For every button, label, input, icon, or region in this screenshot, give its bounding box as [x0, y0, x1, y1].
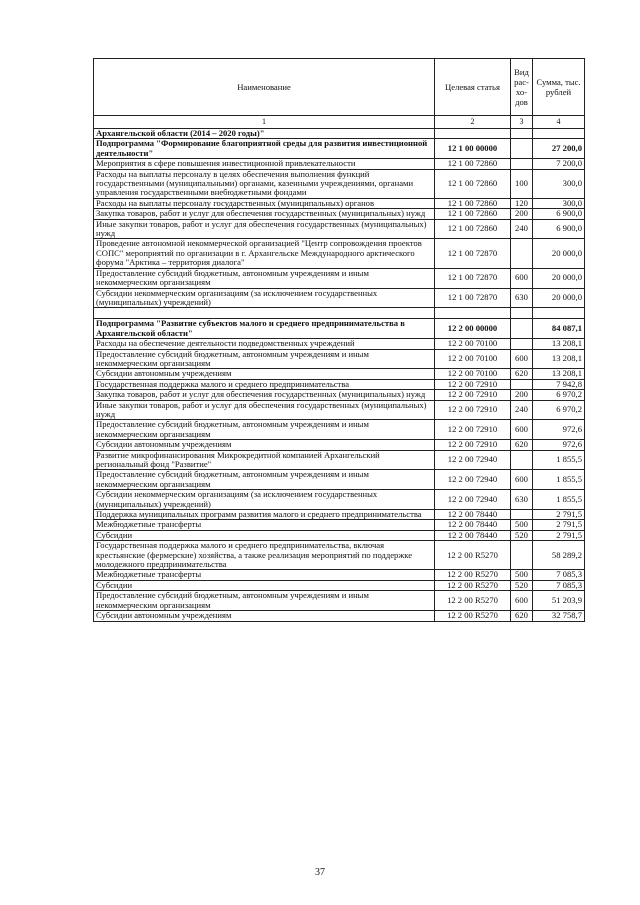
row-name: Подпрограмма "Развитие субъектов малого и среднего предпринимательства в Архангельской области" — [94, 319, 435, 339]
row-name: Субсидии — [94, 580, 435, 590]
row-amount: 6 970,2 — [533, 400, 585, 420]
row-expense-type: 240 — [511, 400, 533, 420]
table-row — [94, 520, 585, 530]
table-row — [94, 541, 585, 570]
table-row — [94, 288, 585, 308]
row-target-code: 12 2 00 R5270 — [435, 580, 511, 590]
row-target-code: 12 1 00 72870 — [435, 239, 511, 268]
row-amount: 6 970,2 — [533, 390, 585, 400]
header-type: Вид рас-хо-дов — [511, 59, 533, 116]
row-amount: 972,6 — [533, 420, 585, 440]
row-target-code: 12 2 00 78440 — [435, 510, 511, 520]
budget-table — [93, 58, 585, 622]
row-name: Закупка товаров, работ и услуг для обеспечения государственных (муниципальных) нужд — [94, 390, 435, 400]
row-name: Иные закупки товаров, работ и услуг для обеспечения государственных (муниципальных) нужд — [94, 400, 435, 420]
row-target-code: 12 1 00 72860 — [435, 209, 511, 219]
table-row — [94, 239, 585, 268]
row-expense-type: 600 — [511, 349, 533, 369]
row-target-code: 12 2 00 78440 — [435, 530, 511, 540]
table-row — [94, 510, 585, 520]
row-name — [94, 308, 435, 319]
row-name: Субсидии некоммерческим организациям (за исключением государственных (муниципальных) учреждений) — [94, 490, 435, 510]
row-expense-type: 500 — [511, 570, 533, 580]
row-name: Архангельской области (2014 – 2020 годы)" — [94, 129, 435, 139]
row-amount: 32 758,7 — [533, 611, 585, 621]
row-target-code: 12 2 00 72940 — [435, 450, 511, 470]
row-target-code: 12 1 00 00000 — [435, 139, 511, 159]
row-name: Межбюджетные трансферты — [94, 520, 435, 530]
row-expense-type: 120 — [511, 198, 533, 208]
header-code: Целевая статья — [435, 59, 511, 116]
row-name: Проведение автономной некоммерческой организацией "Центр сопровождения проектов СОПС" мероприятий по организации в г. Архангельске Международного арктического форума "Арктика – территория диалога" — [94, 239, 435, 268]
row-amount: 1 855,5 — [533, 450, 585, 470]
row-name: Мероприятия в сфере повышения инвестиционной привлекательности — [94, 159, 435, 169]
row-target-code: 12 1 00 72860 — [435, 159, 511, 169]
row-name: Государственная поддержка малого и среднего предпринимательства, включая крестьянские (фермерские) хозяйства, а также реализация мероприятий по поддержке молодежного предпринимательства — [94, 541, 435, 570]
table-row — [94, 440, 585, 450]
row-target-code: 12 2 00 R5270 — [435, 570, 511, 580]
row-expense-type: 520 — [511, 530, 533, 540]
row-name: Подпрограмма "Формирование благоприятной среды для развития инвестиционной деятельности" — [94, 139, 435, 159]
row-name: Поддержка муниципальных программ развития малого и среднего предпринимательства — [94, 510, 435, 520]
row-target-code: 12 1 00 72860 — [435, 219, 511, 239]
table-row — [94, 308, 585, 319]
row-expense-type: 620 — [511, 369, 533, 379]
row-target-code: 12 1 00 72870 — [435, 288, 511, 308]
row-target-code: 12 2 00 72940 — [435, 490, 511, 510]
row-name: Предоставление субсидий бюджетным, автономным учреждениям и иным некоммерческим организациям — [94, 268, 435, 288]
column-number: 3 — [511, 116, 533, 129]
row-expense-type — [511, 339, 533, 349]
row-target-code: 12 2 00 00000 — [435, 319, 511, 339]
row-name: Предоставление субсидий бюджетным, автономным учреждениям и иным некоммерческим организациям — [94, 470, 435, 490]
row-target-code: 12 2 00 R5270 — [435, 591, 511, 611]
row-expense-type: 630 — [511, 288, 533, 308]
row-target-code: 12 2 00 78440 — [435, 520, 511, 530]
column-number: 4 — [533, 116, 585, 129]
table-row — [94, 591, 585, 611]
row-target-code: 12 2 00 R5270 — [435, 541, 511, 570]
table-row — [94, 139, 585, 159]
row-target-code: 12 2 00 72910 — [435, 420, 511, 440]
column-number-row — [94, 116, 585, 129]
row-name: Развитие микрофинансирования Микрокредитной компанией Архангельский региональный фонд "Развитие" — [94, 450, 435, 470]
table-body — [94, 129, 585, 622]
row-name: Субсидии некоммерческим организациям (за исключением государственных (муниципальных) учреждений) — [94, 288, 435, 308]
row-expense-type — [511, 239, 533, 268]
row-name: Закупка товаров, работ и услуг для обеспечения государственных (муниципальных) нужд — [94, 209, 435, 219]
row-expense-type: 500 — [511, 520, 533, 530]
row-name: Субсидии автономным учреждениям — [94, 440, 435, 450]
row-target-code — [435, 308, 511, 319]
row-amount: 13 208,1 — [533, 369, 585, 379]
row-name: Предоставление субсидий бюджетным, автономным учреждениям и иным некоммерческим организациям — [94, 349, 435, 369]
table-row — [94, 159, 585, 169]
table-row — [94, 490, 585, 510]
row-name: Субсидии автономным учреждениям — [94, 611, 435, 621]
row-amount: 2 791,5 — [533, 510, 585, 520]
row-expense-type — [511, 379, 533, 389]
row-expense-type: 200 — [511, 390, 533, 400]
row-expense-type — [511, 510, 533, 520]
row-expense-type — [511, 129, 533, 139]
table-row — [94, 369, 585, 379]
row-target-code — [435, 129, 511, 139]
table-row — [94, 129, 585, 139]
row-expense-type — [511, 541, 533, 570]
table-row — [94, 570, 585, 580]
row-expense-type: 100 — [511, 169, 533, 198]
row-name: Предоставление субсидий бюджетным, автономным учреждениям и иным некоммерческим организациям — [94, 420, 435, 440]
row-amount: 7 200,0 — [533, 159, 585, 169]
row-amount: 972,6 — [533, 440, 585, 450]
row-name: Государственная поддержка малого и среднего предпринимательства — [94, 379, 435, 389]
table-row — [94, 420, 585, 440]
row-amount: 300,0 — [533, 198, 585, 208]
row-expense-type — [511, 450, 533, 470]
row-expense-type: 520 — [511, 580, 533, 590]
row-amount: 1 855,5 — [533, 470, 585, 490]
row-name: Иные закупки товаров, работ и услуг для обеспечения государственных (муниципальных) нужд — [94, 219, 435, 239]
row-amount: 51 203,9 — [533, 591, 585, 611]
row-expense-type: 600 — [511, 268, 533, 288]
row-target-code: 12 2 00 72910 — [435, 400, 511, 420]
row-target-code: 12 2 00 70100 — [435, 349, 511, 369]
row-name: Субсидии автономным учреждениям — [94, 369, 435, 379]
row-amount: 20 000,0 — [533, 239, 585, 268]
row-target-code: 12 2 00 R5270 — [435, 611, 511, 621]
row-amount: 20 000,0 — [533, 268, 585, 288]
row-expense-type: 600 — [511, 420, 533, 440]
row-target-code: 12 2 00 70100 — [435, 369, 511, 379]
row-amount: 84 087,1 — [533, 319, 585, 339]
table-row — [94, 209, 585, 219]
column-number: 1 — [94, 116, 435, 129]
row-amount: 300,0 — [533, 169, 585, 198]
table-row — [94, 611, 585, 621]
table-row — [94, 349, 585, 369]
row-amount: 58 289,2 — [533, 541, 585, 570]
header-name: Наименование — [94, 59, 435, 116]
row-amount: 6 900,0 — [533, 209, 585, 219]
table-row — [94, 379, 585, 389]
row-expense-type: 620 — [511, 440, 533, 450]
row-amount — [533, 129, 585, 139]
row-amount — [533, 308, 585, 319]
row-amount: 27 200,0 — [533, 139, 585, 159]
table-row — [94, 268, 585, 288]
table-row — [94, 219, 585, 239]
table-row — [94, 470, 585, 490]
row-amount: 6 900,0 — [533, 219, 585, 239]
row-expense-type: 240 — [511, 219, 533, 239]
row-amount: 7 085,3 — [533, 580, 585, 590]
table-row — [94, 530, 585, 540]
header-sum: Сумма, тыс. рублей — [533, 59, 585, 116]
row-target-code: 12 2 00 72910 — [435, 440, 511, 450]
column-number: 2 — [435, 116, 511, 129]
table-row — [94, 580, 585, 590]
row-target-code: 12 2 00 72940 — [435, 470, 511, 490]
table-row — [94, 400, 585, 420]
page-number: 37 — [315, 867, 325, 878]
row-target-code: 12 1 00 72860 — [435, 169, 511, 198]
row-name: Расходы на выплаты персоналу в целях обеспечения выполнения функций государственными (муниципальными) органами, казенными учреждениями, органами управления государственными внебюджетными фондами — [94, 169, 435, 198]
row-expense-type — [511, 159, 533, 169]
row-expense-type: 600 — [511, 470, 533, 490]
row-target-code: 12 1 00 72860 — [435, 198, 511, 208]
row-target-code: 12 2 00 72910 — [435, 390, 511, 400]
row-name: Межбюджетные трансферты — [94, 570, 435, 580]
table-row — [94, 169, 585, 198]
row-amount: 7 942,8 — [533, 379, 585, 389]
row-expense-type: 600 — [511, 591, 533, 611]
row-amount: 7 085,3 — [533, 570, 585, 580]
table-row — [94, 339, 585, 349]
table-row — [94, 319, 585, 339]
row-amount: 1 855,5 — [533, 490, 585, 510]
row-amount: 2 791,5 — [533, 530, 585, 540]
row-name: Субсидии — [94, 530, 435, 540]
row-target-code: 12 2 00 72910 — [435, 379, 511, 389]
row-expense-type: 620 — [511, 611, 533, 621]
table-row — [94, 198, 585, 208]
row-name: Расходы на выплаты персоналу государственных (муниципальных) органов — [94, 198, 435, 208]
row-expense-type: 200 — [511, 209, 533, 219]
row-expense-type — [511, 319, 533, 339]
row-amount: 20 000,0 — [533, 288, 585, 308]
row-name: Предоставление субсидий бюджетным, автономным учреждениям и иным некоммерческим организациям — [94, 591, 435, 611]
row-target-code: 12 1 00 72870 — [435, 268, 511, 288]
row-amount: 2 791,5 — [533, 520, 585, 530]
row-expense-type — [511, 308, 533, 319]
row-expense-type — [511, 139, 533, 159]
header-row — [94, 59, 585, 116]
table-row — [94, 450, 585, 470]
row-amount: 13 208,1 — [533, 349, 585, 369]
table-row — [94, 390, 585, 400]
row-expense-type: 630 — [511, 490, 533, 510]
row-target-code: 12 2 00 70100 — [435, 339, 511, 349]
row-amount: 13 208,1 — [533, 339, 585, 349]
row-name: Расходы на обеспечение деятельности подведомственных учреждений — [94, 339, 435, 349]
